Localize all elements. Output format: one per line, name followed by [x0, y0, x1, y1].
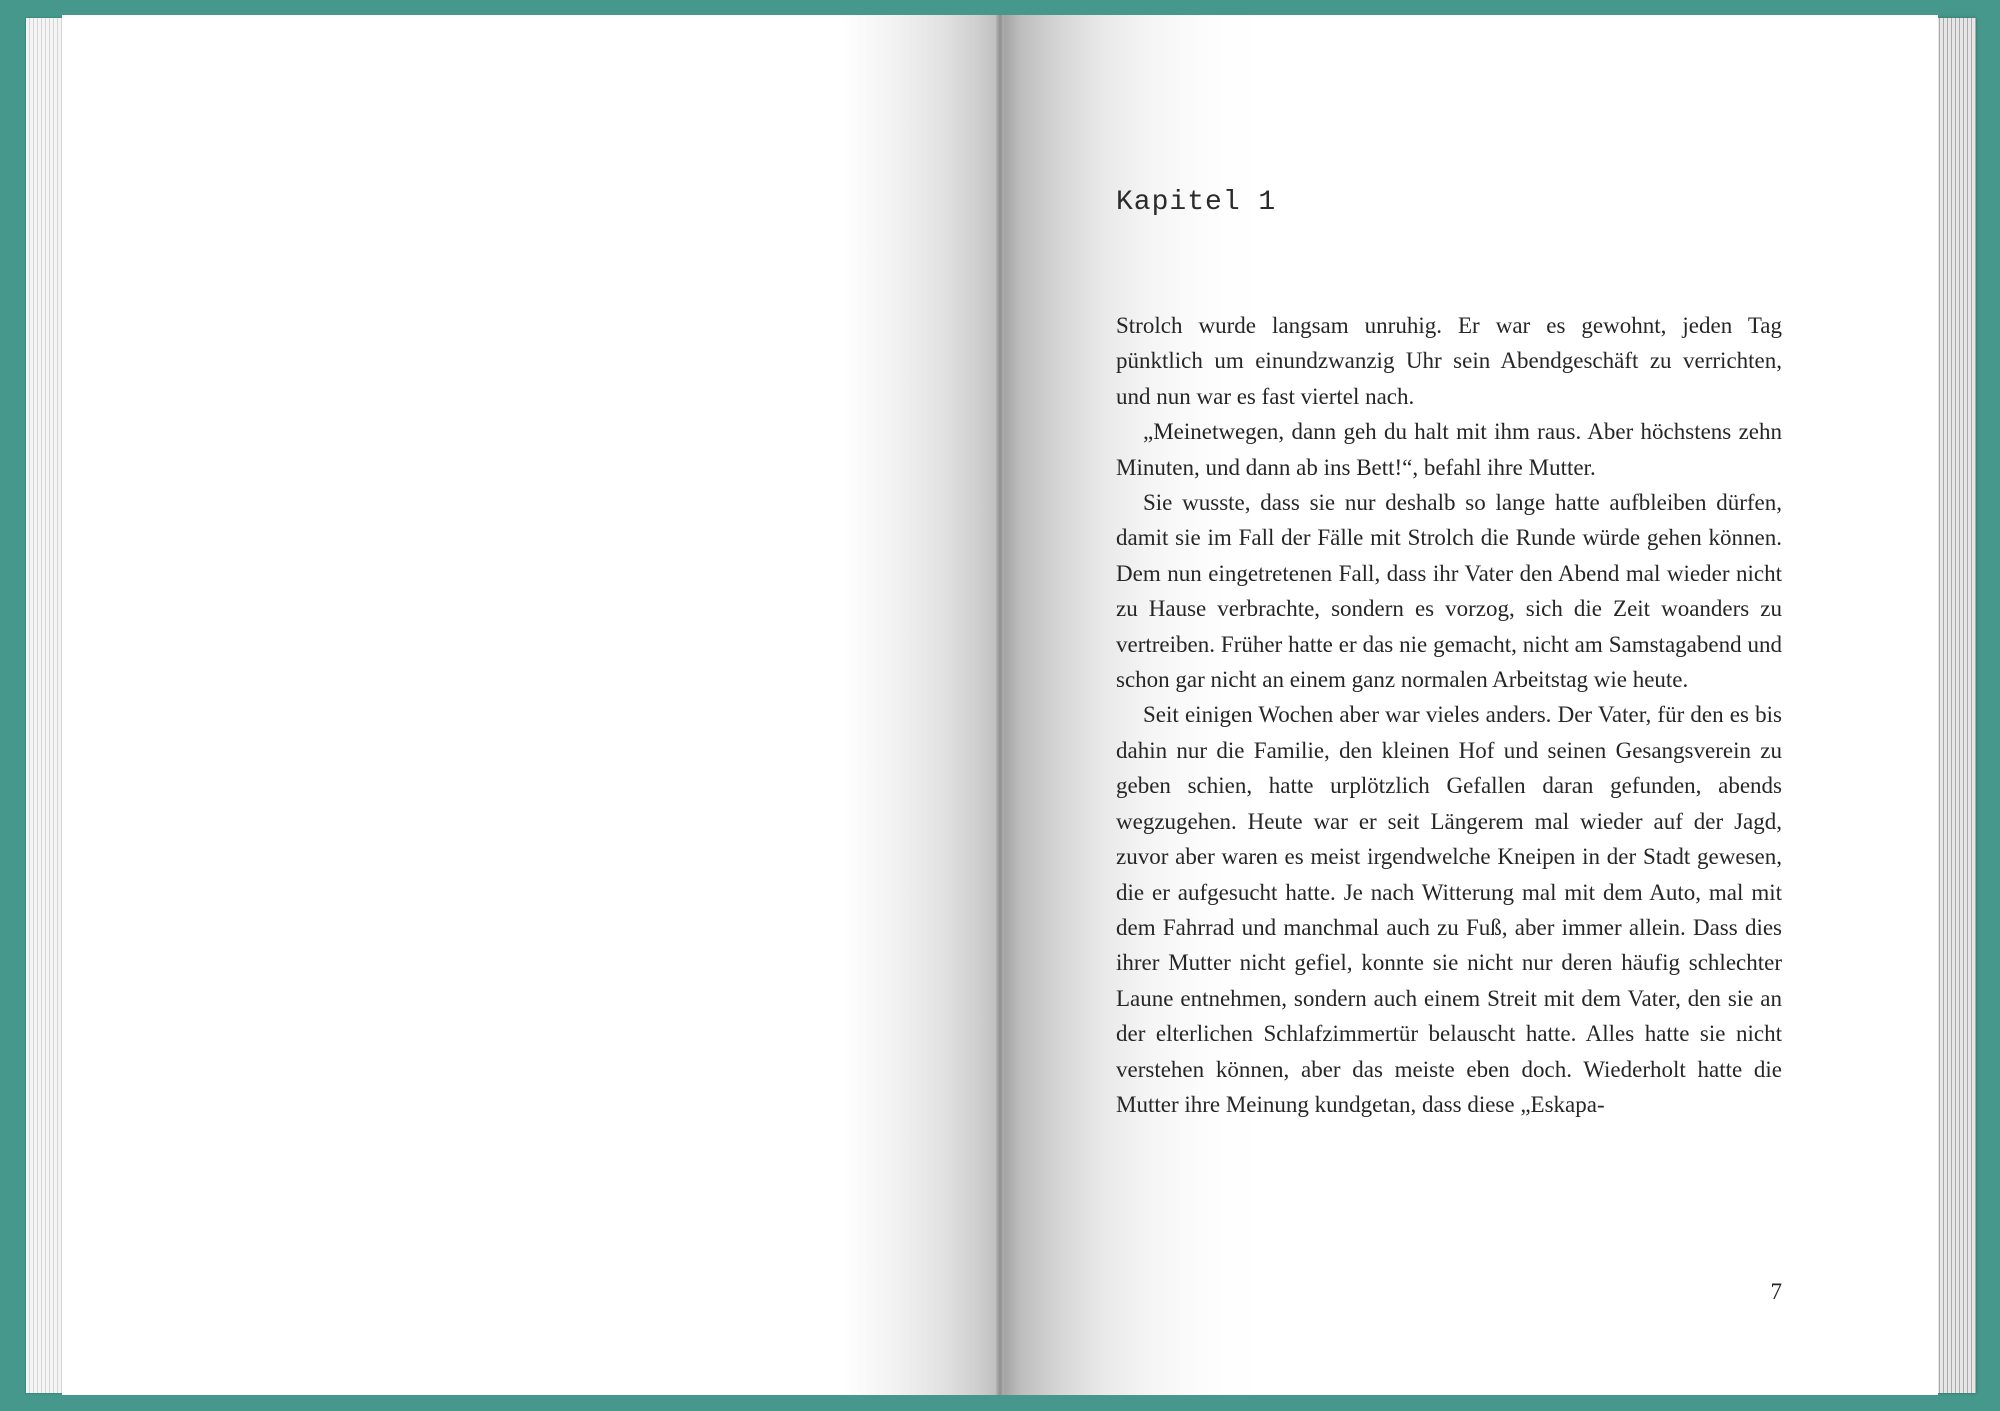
body-text [1116, 308, 1782, 1122]
paragraph: Seit einigen Wochen aber war vieles anders. Der Vater, für den es bis dahin nur die Familie, den kleinen Hof und seinen Gesangsverein zu geben schien, hatte urplötzlich Gefallen daran gefunden, abends wegzugehen. Heute war er seit Längerem mal wieder auf der Jagd, zuvor aber waren es meist irgendwelche Kneipen in der Stadt gewesen, die er aufgesucht hatte. Je nach Witterung mal mit dem Auto, mal mit dem Fahrrad und manchmal auch zu Fuß, aber immer allein. Dass dies ihrer Mutter nicht gefiel, konnte sie nicht nur deren häufig schlechter Laune entnehmen, sondern auch einem Streit mit dem Vater, den sie an der elterlichen Schlafzimmertür belauscht hatte. Alles hatte sie nicht verstehen können, aber das meiste eben doch. Wiederholt hatte die Mutter ihre Meinung kundgetan, dass diese „Eskapa- [1116, 702, 1782, 1117]
paragraph: „Meinetwegen, dann geh du halt mit ihm raus. Aber höchstens zehn Minuten, und dann ab ins Bett!“, befahl ihre Mutter. [1116, 419, 1782, 480]
left-page [62, 15, 1000, 1395]
paragraph: Strolch wurde langsam unruhig. Er war es gewohnt, jeden Tag pünktlich um einundzwanzig Uhr sein Abendgeschäft zu verrichten, und nun war es fast viertel nach. [1116, 313, 1782, 409]
right-page-edges [1936, 18, 1976, 1393]
book-spine [996, 15, 1004, 1395]
page-number: 7 [1770, 1279, 1782, 1304]
right-page [1000, 15, 1938, 1395]
chapter-title: Kapitel 1 [1116, 187, 1277, 218]
left-page-edges [26, 18, 64, 1393]
paragraph: Sie wusste, dass sie nur deshalb so lange hatte aufbleiben dürfen, damit sie im Fall der Fälle mit Strolch die Runde würde gehen können. Dem nun eingetretenen Fall, dass ihr Vater den Abend mal wieder nicht zu Hause verbrachte, sondern es vorzog, sich die Zeit woanders zu vertreiben. Früher hatte er das nie gemacht, nicht am Samstagabend und schon gar nicht an einem ganz normalen Arbeitstag wie heute. [1116, 490, 1782, 693]
